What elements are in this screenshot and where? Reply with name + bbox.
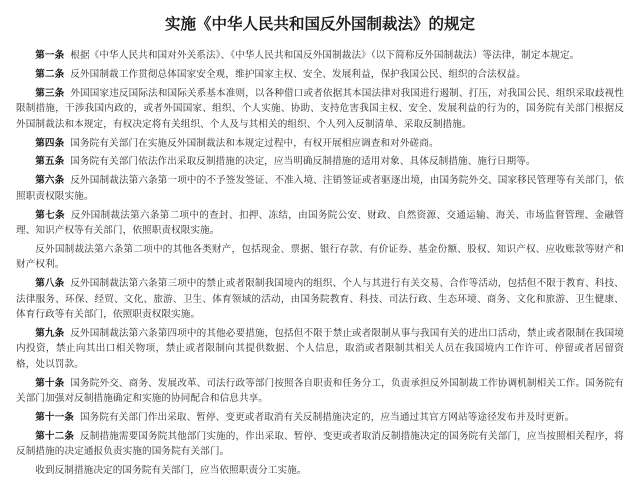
article-text: 反外国制裁法第六条第二项中的其他各类财产，包括现金、票据、银行存款、有价证券、基金份额、股权、知识产权、应收账款等财产和财产权利。	[16, 243, 624, 271]
article-text: 反外国制裁法第六条第四项中的其他必要措施，包括但不限于禁止或者限制从事与我国有关的进出口活动，禁止或者限制在我国境内投资，禁止向其出口相关物项，禁止或者限制向其提供数据、个人信息，取消或者限制其相关人员在我国境内工作许可、停留或者居留资格，处以罚款。	[16, 328, 624, 370]
article-text: 国务院外交、商务、发展改革、司法行政等部门按照各自职责和任务分工，负责承担反外国制裁工作协调机制相关工作。国务院有关部门加强对反制措施确定和实施的协同配合和信息共享。	[16, 377, 624, 405]
article-number: 第十一条	[35, 412, 74, 424]
article-text: 国务院有关部门依法作出采取反制措施的决定，应当明确反制措施的适用对象、具体反制措施、施行日期等。	[70, 156, 536, 168]
article-number: 第三条	[35, 87, 65, 99]
article-number: 第九条	[35, 328, 65, 339]
article-number: 第一条	[35, 50, 65, 61]
article-text: 反外国制裁法第六条第三项中的禁止或者限制我国境内的组织、个人与其进行有关交易、合作等活动，包括但不限于教育、科技、法律服务、环保、经贸、文化、旅游、卫生、体育领域的活动，由国务院教育、科技、司法行政、生态环境、商务、文化和旅游、卫生健康、体育行政等有关部门，依照职责权限实施。	[16, 278, 624, 321]
article-12	[16, 429, 624, 460]
article-number: 第七条	[35, 209, 65, 221]
article-number: 第六条	[35, 175, 65, 187]
article-text: 外国国家违反国际法和国际关系基本准则，以各种借口或者依据其本国法律对我国进行遏制、打压，对我国公民、组织采取歧视性限制措施，干涉我国内政的，或者外国国家、组织、个人实施、协助、支持危害我国主权、安全、发展利益的行为的，国务院有关部门根据反外国制裁法和本规定，有权决定将有关组织、个人及与其相关的组织、个人列入反制清单、采取反制措施。	[16, 87, 624, 130]
article-number: 第十二条	[35, 430, 75, 442]
article-2	[16, 67, 624, 82]
article-10	[16, 376, 624, 407]
article-11	[16, 410, 624, 425]
article-7-paragraph-2	[16, 242, 624, 273]
article-number: 第二条	[35, 68, 65, 80]
article-number: 第十条	[35, 377, 65, 389]
article-8	[16, 276, 624, 322]
article-text: 国务院有关部门在实施反外国制裁法和本规定过程中，有权开展相应调查和对外磋商。	[70, 137, 439, 149]
article-6	[16, 173, 624, 204]
article-text: 国务院有关部门作出采取、暂停、变更或者取消有关反制措施决定的，应当通过其官方网站等途径发布并及时更新。	[79, 412, 575, 424]
article-text: 反外国制裁法第六条第二项中的查封、扣押、冻结，由国务院公安、财政、自然资源、交通运输、海关、市场监督管理、金融管理、知识产权等有关部门，依照职责权限实施。	[16, 209, 624, 237]
article-text: 反制措施需要国务院其他部门实施的，作出采取、暂停、变更或者取消反制措施决定的国务院有关部门，应当按照相关程序，将反制措施的决定通报负责实施的国务院有关部门。	[16, 430, 624, 458]
article-1	[16, 48, 624, 63]
article-12-paragraph-2	[16, 463, 624, 478]
article-text: 收到反制措施决定的国务院有关部门，应当依照职责分工实施。	[35, 465, 307, 477]
article-text: 根据《中华人民共和国对外关系法》、《中华人民共和国反外国制裁法》（以下简称反外国制裁法）等法律，制定本规定。	[70, 50, 580, 61]
article-text: 反外国制裁法第六条第一项中的不予签发签证、不准入境、注销签证或者驱逐出境，由国务院外交、国家移民管理等有关部门，依照职责权限实施。	[16, 175, 624, 202]
article-number: 第八条	[35, 278, 65, 290]
article-5	[16, 154, 624, 169]
article-7	[16, 208, 624, 239]
article-3	[16, 86, 624, 132]
article-4	[16, 136, 624, 151]
article-number: 第五条	[35, 156, 65, 168]
article-text: 反外国制裁工作贯彻总体国家安全观，维护国家主权、安全、发展利益，保护我国公民、组织的合法权益。	[70, 68, 526, 80]
article-number: 第四条	[35, 137, 65, 149]
document-title: 实施《中华人民共和国反外国制裁法》的规定	[164, 14, 475, 33]
article-9	[16, 326, 624, 372]
